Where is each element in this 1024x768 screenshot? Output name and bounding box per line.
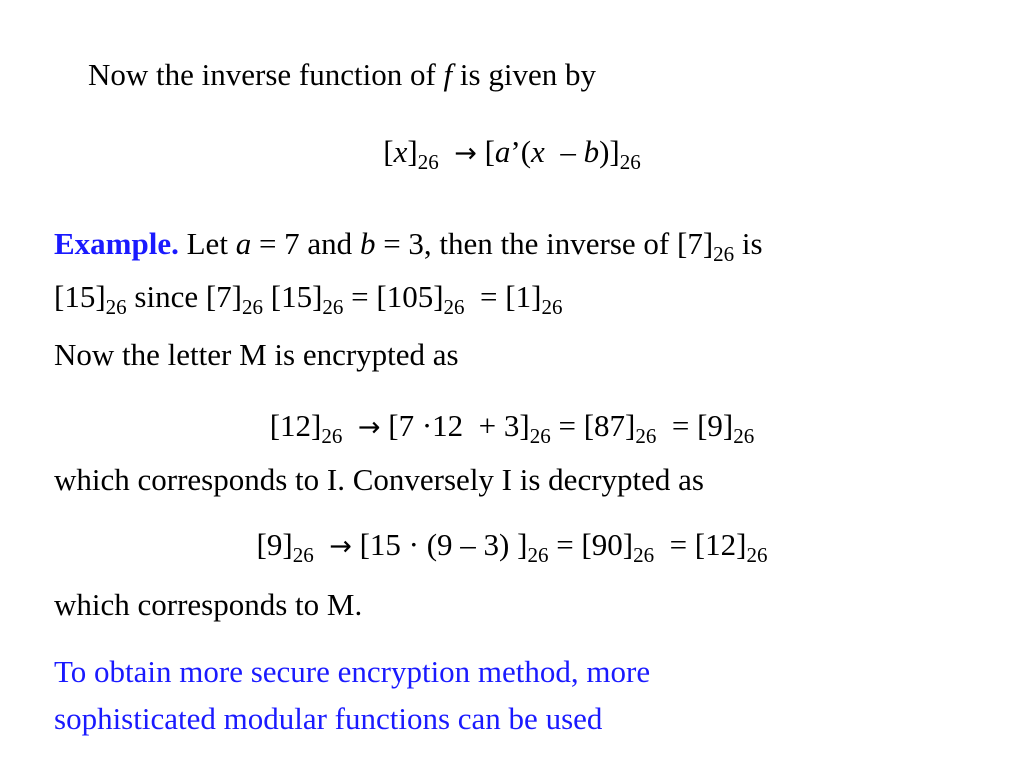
modulus-subscript: 26 bbox=[746, 543, 768, 567]
right-arrow-icon: → bbox=[329, 531, 352, 562]
bracket-open: [ bbox=[484, 134, 495, 169]
example-text: since [7] bbox=[126, 279, 242, 314]
formula-text: = [12] bbox=[654, 527, 747, 562]
encrypt-formula bbox=[0, 408, 1024, 446]
modulus-subscript: 26 bbox=[541, 295, 563, 319]
inverse-formula bbox=[0, 134, 1024, 172]
example-line-1 bbox=[54, 226, 763, 266]
modulus-subscript: 26 bbox=[733, 424, 755, 448]
bracket-close: )] bbox=[599, 134, 620, 169]
modulus-subscript: 26 bbox=[635, 424, 657, 448]
formula-text: = [90] bbox=[548, 527, 634, 562]
example-text: [15] bbox=[54, 279, 106, 314]
prime-paren: ’( bbox=[510, 134, 532, 169]
decrypt-intro: which corresponds to I. Conversely I is decrypted as bbox=[54, 462, 704, 497]
formula-text: [7 ·12 + 3] bbox=[380, 408, 530, 443]
bracket-open: [ bbox=[383, 134, 394, 169]
modulus-subscript: 26 bbox=[713, 242, 735, 266]
minus-sign: – bbox=[544, 134, 584, 169]
var-x: x bbox=[393, 134, 408, 169]
modulus-subscript: 26 bbox=[529, 424, 551, 448]
example-text: = 3, then the inverse of [7] bbox=[375, 226, 714, 261]
modulus-subscript: 26 bbox=[443, 295, 465, 319]
formula-text: [9] bbox=[256, 527, 293, 562]
formula-text: = [87] bbox=[550, 408, 636, 443]
var-x: x bbox=[531, 134, 545, 169]
modulus-subscript: 26 bbox=[322, 295, 344, 319]
example-text: = [1] bbox=[464, 279, 542, 314]
example-label: Example. bbox=[54, 226, 179, 261]
note-line-1: To obtain more secure encryption method, more bbox=[54, 654, 651, 689]
modulus-subscript: 26 bbox=[292, 543, 314, 567]
inverse-intro-line bbox=[88, 57, 596, 93]
formula-text: [15 · (9 – 3) ] bbox=[351, 527, 528, 562]
example-line-2 bbox=[54, 279, 563, 319]
note-line-2: sophisticated modular functions can be used bbox=[54, 701, 603, 736]
bracket-close: ] bbox=[407, 134, 418, 169]
var-a: a bbox=[235, 226, 252, 261]
intro-text-end: is given by bbox=[452, 57, 596, 92]
formula-text: [12] bbox=[269, 408, 322, 443]
var-f: f bbox=[443, 57, 453, 92]
right-arrow-icon: → bbox=[454, 138, 477, 169]
example-text: = 7 and bbox=[251, 226, 360, 261]
modulus-subscript: 26 bbox=[105, 295, 127, 319]
intro-text: Now the inverse function of bbox=[88, 57, 444, 92]
modulus-subscript: 26 bbox=[619, 150, 641, 174]
modulus-subscript: 26 bbox=[417, 150, 439, 174]
modulus-subscript: 26 bbox=[321, 424, 343, 448]
var-a: a bbox=[494, 134, 511, 169]
example-text: [15] bbox=[263, 279, 323, 314]
modulus-subscript: 26 bbox=[242, 295, 263, 319]
var-b: b bbox=[583, 134, 600, 169]
example-text: is bbox=[734, 226, 763, 261]
encrypt-intro: Now the letter M is encrypted as bbox=[54, 337, 459, 372]
example-text: Let bbox=[178, 226, 236, 261]
example-text: = [105] bbox=[343, 279, 444, 314]
var-b: b bbox=[359, 226, 376, 261]
decrypt-formula bbox=[0, 527, 1024, 565]
formula-text: = [9] bbox=[656, 408, 734, 443]
modulus-subscript: 26 bbox=[633, 543, 655, 567]
right-arrow-icon: → bbox=[357, 412, 381, 443]
conclusion-text: which corresponds to M. bbox=[54, 587, 363, 622]
modulus-subscript: 26 bbox=[527, 543, 549, 567]
